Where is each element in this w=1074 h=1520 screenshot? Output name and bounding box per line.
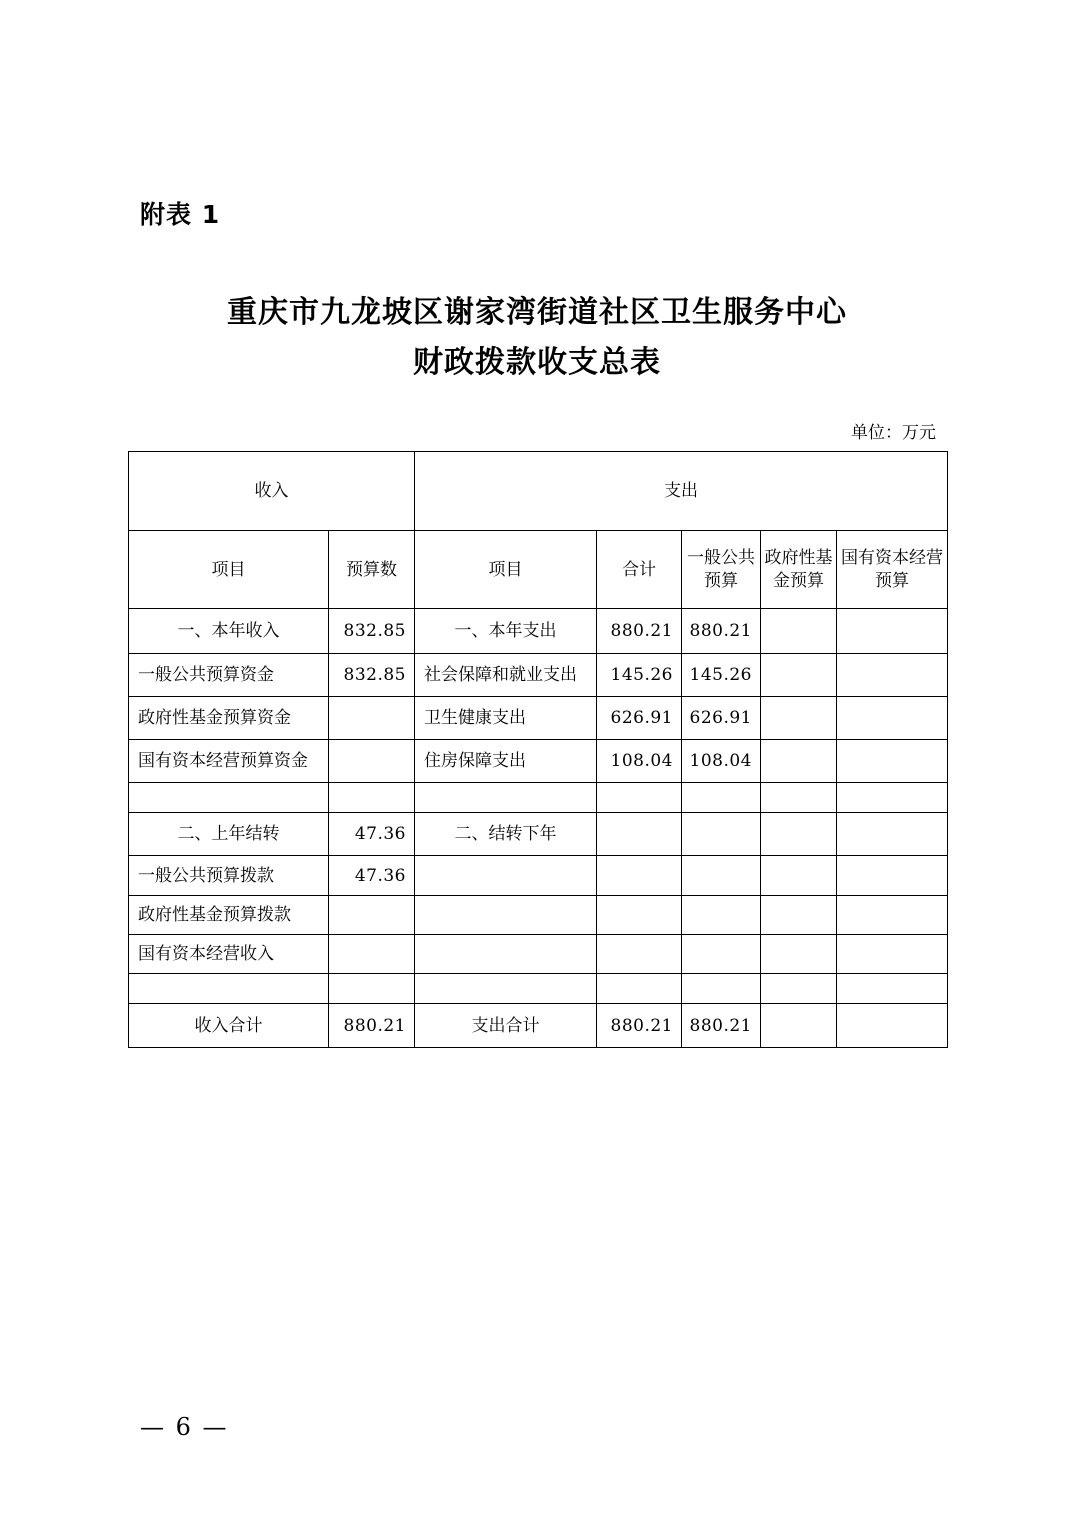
- budget-amount-cell: [329, 935, 415, 974]
- total-cell: 108.04: [597, 740, 682, 783]
- general-budget-cell: 626.91: [682, 697, 761, 740]
- general-budget-cell: [682, 896, 761, 935]
- income-item-cell: 国有资本经营预算资金: [129, 740, 329, 783]
- budget-amount-cell: 47.36: [329, 856, 415, 896]
- header-gov-fund-budget: 政府性基金预算: [761, 531, 837, 609]
- income-item-cell: 二、上年结转: [129, 813, 329, 856]
- table-row: [129, 856, 948, 896]
- budget-summary-table: [128, 451, 948, 1048]
- expense-item-cell: 二、结转下年: [415, 813, 597, 856]
- table-row: [129, 935, 948, 974]
- table-row: [129, 697, 948, 740]
- table-row: [129, 609, 948, 654]
- budget-amount-cell: [329, 783, 415, 813]
- state-capital-cell: [837, 813, 948, 856]
- budget-amount-cell: 832.85: [329, 609, 415, 654]
- gov-fund-cell: [761, 856, 837, 896]
- general-budget-cell: 145.26: [682, 654, 761, 697]
- budget-amount-cell: [329, 974, 415, 1004]
- total-cell: 145.26: [597, 654, 682, 697]
- state-capital-cell: [837, 896, 948, 935]
- table-row: [129, 974, 948, 1004]
- general-budget-cell: [682, 974, 761, 1004]
- unit-label: 单位：万元: [851, 423, 936, 443]
- budget-amount-cell: 880.21: [329, 1004, 415, 1048]
- total-cell: [597, 896, 682, 935]
- expense-item-cell: [415, 856, 597, 896]
- income-item-cell: 政府性基金预算资金: [129, 697, 329, 740]
- total-cell: [597, 813, 682, 856]
- income-item-cell: [129, 783, 329, 813]
- budget-amount-cell: [329, 697, 415, 740]
- total-cell: [597, 783, 682, 813]
- income-item-cell: 一、本年收入: [129, 609, 329, 654]
- table-row: [129, 783, 948, 813]
- gov-fund-cell: [761, 896, 837, 935]
- expense-item-cell: 支出合计: [415, 1004, 597, 1048]
- total-cell: 880.21: [597, 609, 682, 654]
- total-cell: 880.21: [597, 1004, 682, 1048]
- income-item-cell: [129, 974, 329, 1004]
- table-row: [129, 896, 948, 935]
- total-cell: [597, 974, 682, 1004]
- state-capital-cell: [837, 697, 948, 740]
- header-income-item: 项目: [129, 531, 329, 609]
- gov-fund-cell: [761, 654, 837, 697]
- general-budget-cell: [682, 856, 761, 896]
- state-capital-cell: [837, 740, 948, 783]
- table-row: [129, 740, 948, 783]
- income-item-cell: 一般公共预算资金: [129, 654, 329, 697]
- gov-fund-cell: [761, 697, 837, 740]
- state-capital-cell: [837, 783, 948, 813]
- expense-item-cell: [415, 896, 597, 935]
- expense-item-cell: [415, 974, 597, 1004]
- gov-fund-cell: [761, 609, 837, 654]
- expense-item-cell: 住房保障支出: [415, 740, 597, 783]
- expense-item-cell: 社会保障和就业支出: [415, 654, 597, 697]
- table-title-line1: 重庆市九龙坡区谢家湾街道社区卫生服务中心: [227, 295, 847, 330]
- expense-item-cell: 一、本年支出: [415, 609, 597, 654]
- table-row: [129, 654, 948, 697]
- header-total: 合计: [597, 531, 682, 609]
- header-general-budget: 一般公共预算: [682, 531, 761, 609]
- page-number: — 6 —: [140, 1413, 229, 1441]
- header-state-capital-budget: 国有资本经营预算: [837, 531, 948, 609]
- general-budget-cell: [682, 813, 761, 856]
- gov-fund-cell: [761, 1004, 837, 1048]
- budget-amount-cell: [329, 740, 415, 783]
- state-capital-cell: [837, 654, 948, 697]
- state-capital-cell: [837, 1004, 948, 1048]
- general-budget-cell: 880.21: [682, 609, 761, 654]
- income-item-cell: 收入合计: [129, 1004, 329, 1048]
- gov-fund-cell: [761, 813, 837, 856]
- header-expense-item: 项目: [415, 531, 597, 609]
- general-budget-cell: 108.04: [682, 740, 761, 783]
- total-cell: [597, 935, 682, 974]
- gov-fund-cell: [761, 974, 837, 1004]
- gov-fund-cell: [761, 783, 837, 813]
- state-capital-cell: [837, 974, 948, 1004]
- general-budget-cell: [682, 935, 761, 974]
- budget-amount-cell: [329, 896, 415, 935]
- budget-amount-cell: 832.85: [329, 654, 415, 697]
- header-row-group: [129, 452, 948, 531]
- state-capital-cell: [837, 856, 948, 896]
- general-budget-cell: [682, 783, 761, 813]
- gov-fund-cell: [761, 740, 837, 783]
- income-item-cell: 国有资本经营收入: [129, 935, 329, 974]
- attachment-label: 附表 1: [140, 200, 221, 229]
- state-capital-cell: [837, 609, 948, 654]
- state-capital-cell: [837, 935, 948, 974]
- general-budget-cell: 880.21: [682, 1004, 761, 1048]
- header-row-columns: [129, 531, 948, 609]
- income-item-cell: 一般公共预算拨款: [129, 856, 329, 896]
- gov-fund-cell: [761, 935, 837, 974]
- table-row: [129, 813, 948, 856]
- budget-amount-cell: 47.36: [329, 813, 415, 856]
- table-title-line2: 财政拨款收支总表: [413, 345, 661, 380]
- expense-item-cell: [415, 935, 597, 974]
- header-expense: 支出: [415, 452, 948, 531]
- total-cell: 626.91: [597, 697, 682, 740]
- expense-item-cell: [415, 783, 597, 813]
- total-cell: [597, 856, 682, 896]
- header-income: 收入: [129, 452, 415, 531]
- table-row: [129, 1004, 948, 1048]
- income-item-cell: 政府性基金预算拨款: [129, 896, 329, 935]
- header-budget-amount: 预算数: [329, 531, 415, 609]
- expense-item-cell: 卫生健康支出: [415, 697, 597, 740]
